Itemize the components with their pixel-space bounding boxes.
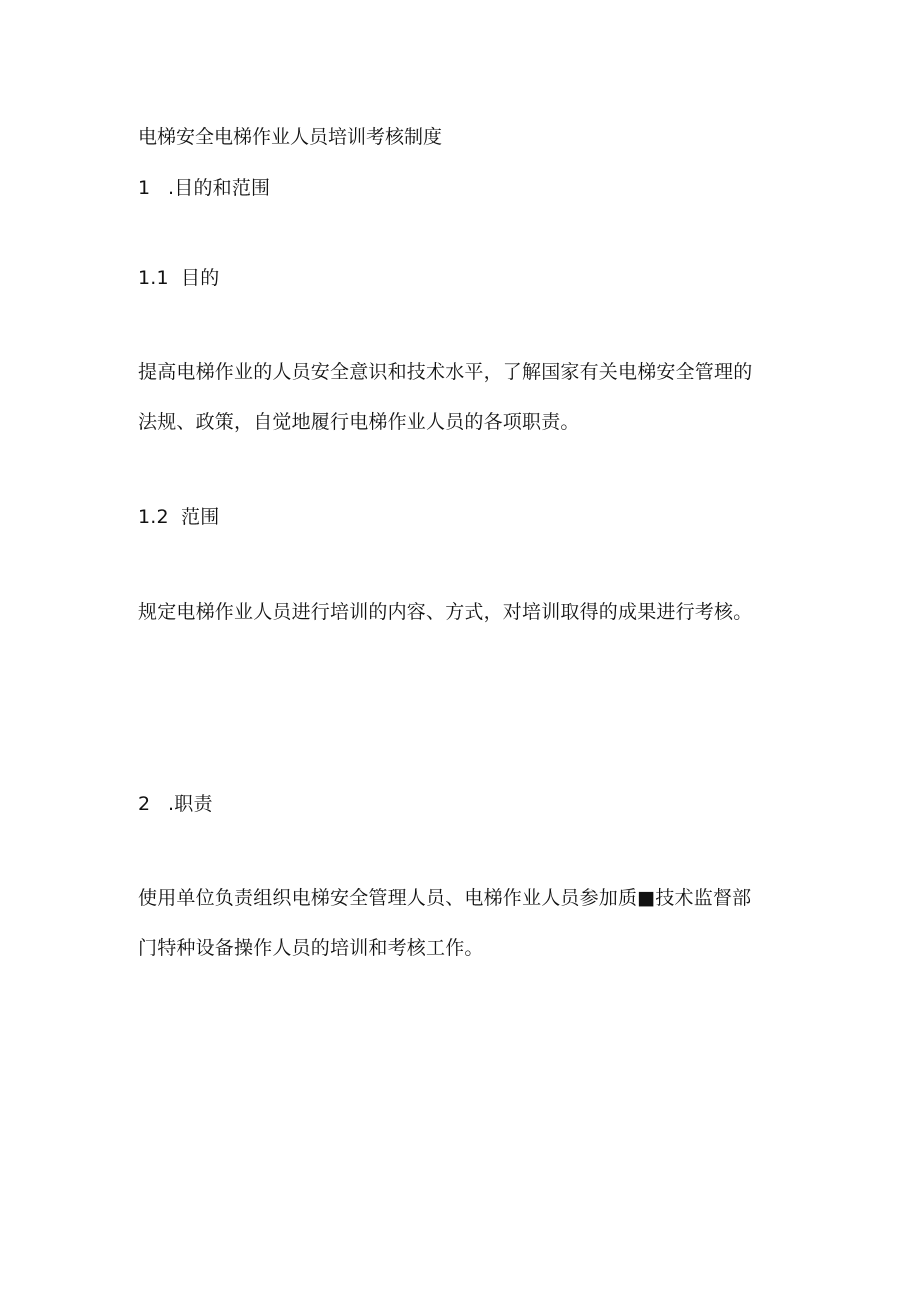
section-1-2-title: 范围 bbox=[181, 506, 220, 528]
section-1-number: 1 bbox=[138, 177, 151, 199]
section-1-2-number: 1.2 bbox=[138, 506, 169, 528]
section-2-heading bbox=[138, 792, 213, 816]
section-1-title: .目的和范围 bbox=[168, 177, 271, 199]
section-1-heading bbox=[138, 176, 270, 200]
section-1-1-heading bbox=[138, 266, 219, 290]
section-2-paragraph-line-2: 门特种设备操作人员的培训和考核工作。 bbox=[138, 937, 484, 959]
section-1-1-paragraph-line-2: 法规、政策，自觉地履行电梯作业人员的各项职责。 bbox=[138, 411, 580, 433]
section-2-title: .职责 bbox=[168, 793, 213, 815]
section-1-1-paragraph-line-1: 提高电梯作业的人员安全意识和技术水平，了解国家有关电梯安全管理的 bbox=[138, 361, 753, 383]
section-2-paragraph-line-1: 使用单位负责组织电梯安全管理人员、电梯作业人员参加质■技术监督部 bbox=[138, 887, 752, 909]
section-1-2-heading bbox=[138, 505, 219, 529]
section-1-1-number: 1.1 bbox=[138, 267, 169, 289]
section-2-number: 2 bbox=[138, 793, 151, 815]
document-title: 电梯安全电梯作业人员培训考核制度 bbox=[138, 126, 443, 148]
section-1-1-title: 目的 bbox=[181, 267, 220, 289]
section-1-2-paragraph-line-1: 规定电梯作业人员进行培训的内容、方式，对培训取得的成果进行考核。 bbox=[138, 601, 753, 623]
